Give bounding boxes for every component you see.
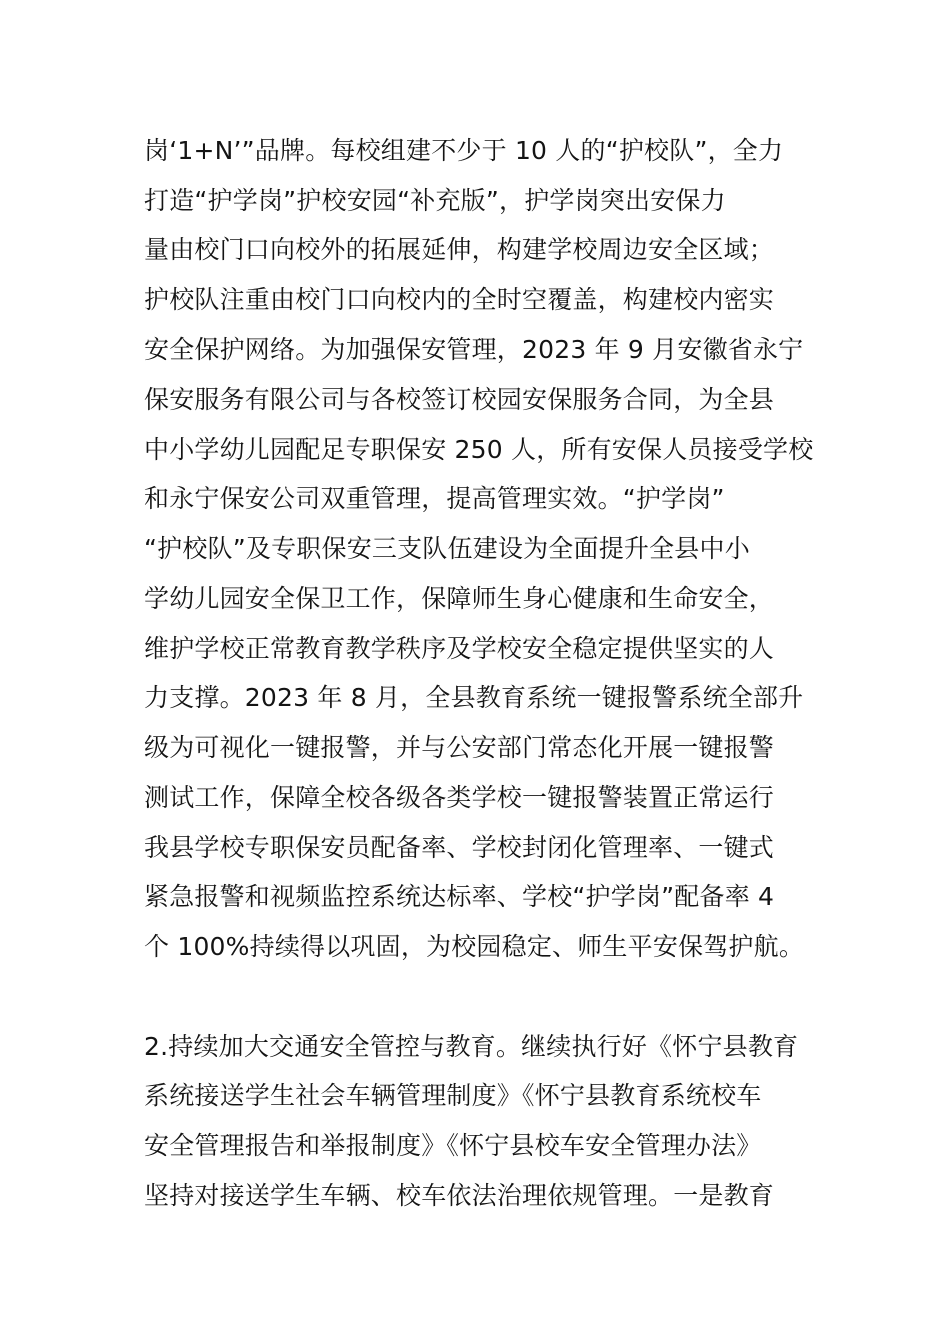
- paragraph-1-line-17: 个 100%持续得以巩固，为校园稳定、师生平安保驾护航。: [144, 932, 805, 961]
- paragraph-1-line-7: 中小学幼儿园配足专职保安 250 人，所有安保人员接受学校: [144, 435, 814, 464]
- paragraph-1-line-2: 打造“护学岗”护校安园“补充版”，护学岗突出安保力: [144, 186, 726, 215]
- paragraph-1-line-10: 学幼儿园安全保卫工作，保障师生身心健康和生命安全，: [144, 584, 775, 613]
- paragraph-1-line-5: 安全保护网络。为加强保安管理，2023 年 9 月安徽省永宁: [144, 335, 804, 364]
- paragraph-1-line-3: 量由校门口向校外的拓展延伸，构建学校周边安全区域；: [144, 235, 775, 264]
- paragraph-2-line-1: 2.持续加大交通安全管控与教育。继续执行好《怀宁县教育: [144, 1032, 799, 1061]
- paragraph-1-line-13: 级为可视化一键报警，并与公安部门常态化开展一键报警: [144, 733, 775, 762]
- paragraph-1-line-6: 保安服务有限公司与各校签订校园安保服务合同，为全县: [144, 385, 775, 414]
- paragraph-2-line-4: 坚持对接送学生车辆、校车依法治理依规管理。一是教育: [144, 1181, 775, 1210]
- paragraph-1-line-11: 维护学校正常教育教学秩序及学校安全稳定提供坚实的人: [144, 634, 775, 663]
- paragraph-1-line-16: 紧急报警和视频监控系统达标率、学校“护学岗”配备率 4: [144, 882, 775, 911]
- paragraph-1-line-8: 和永宁保安公司双重管理，提高管理实效。“护学岗”: [144, 484, 725, 513]
- paragraph-1-line-9: “护校队”及专职保安三支队伍建设为全面提升全县中小: [144, 534, 750, 563]
- paragraph-1-line-14: 测试工作，保障全校各级各类学校一键报警装置正常运行: [144, 783, 775, 812]
- paragraph-1-line-15: 我县学校专职保安员配备率、学校封闭化管理率、一键式: [144, 833, 775, 862]
- paragraph-2-line-3: 安全管理报告和举报制度》《怀宁县校车安全管理办法》: [144, 1131, 762, 1160]
- paragraph-1-line-12: 力支撑。2023 年 8 月，全县教育系统一键报警系统全部升: [144, 683, 804, 712]
- paragraph-1-line-4: 护校队注重由校门口向校内的全时空覆盖，构建校内密实: [144, 285, 775, 314]
- paragraph-2-line-2: 系统接送学生社会车辆管理制度》《怀宁县教育系统校车: [144, 1081, 762, 1110]
- paragraph-1-line-1: 岗‘1+N’”品牌。每校组建不少于 10 人的“护校队”，全力: [144, 136, 784, 165]
